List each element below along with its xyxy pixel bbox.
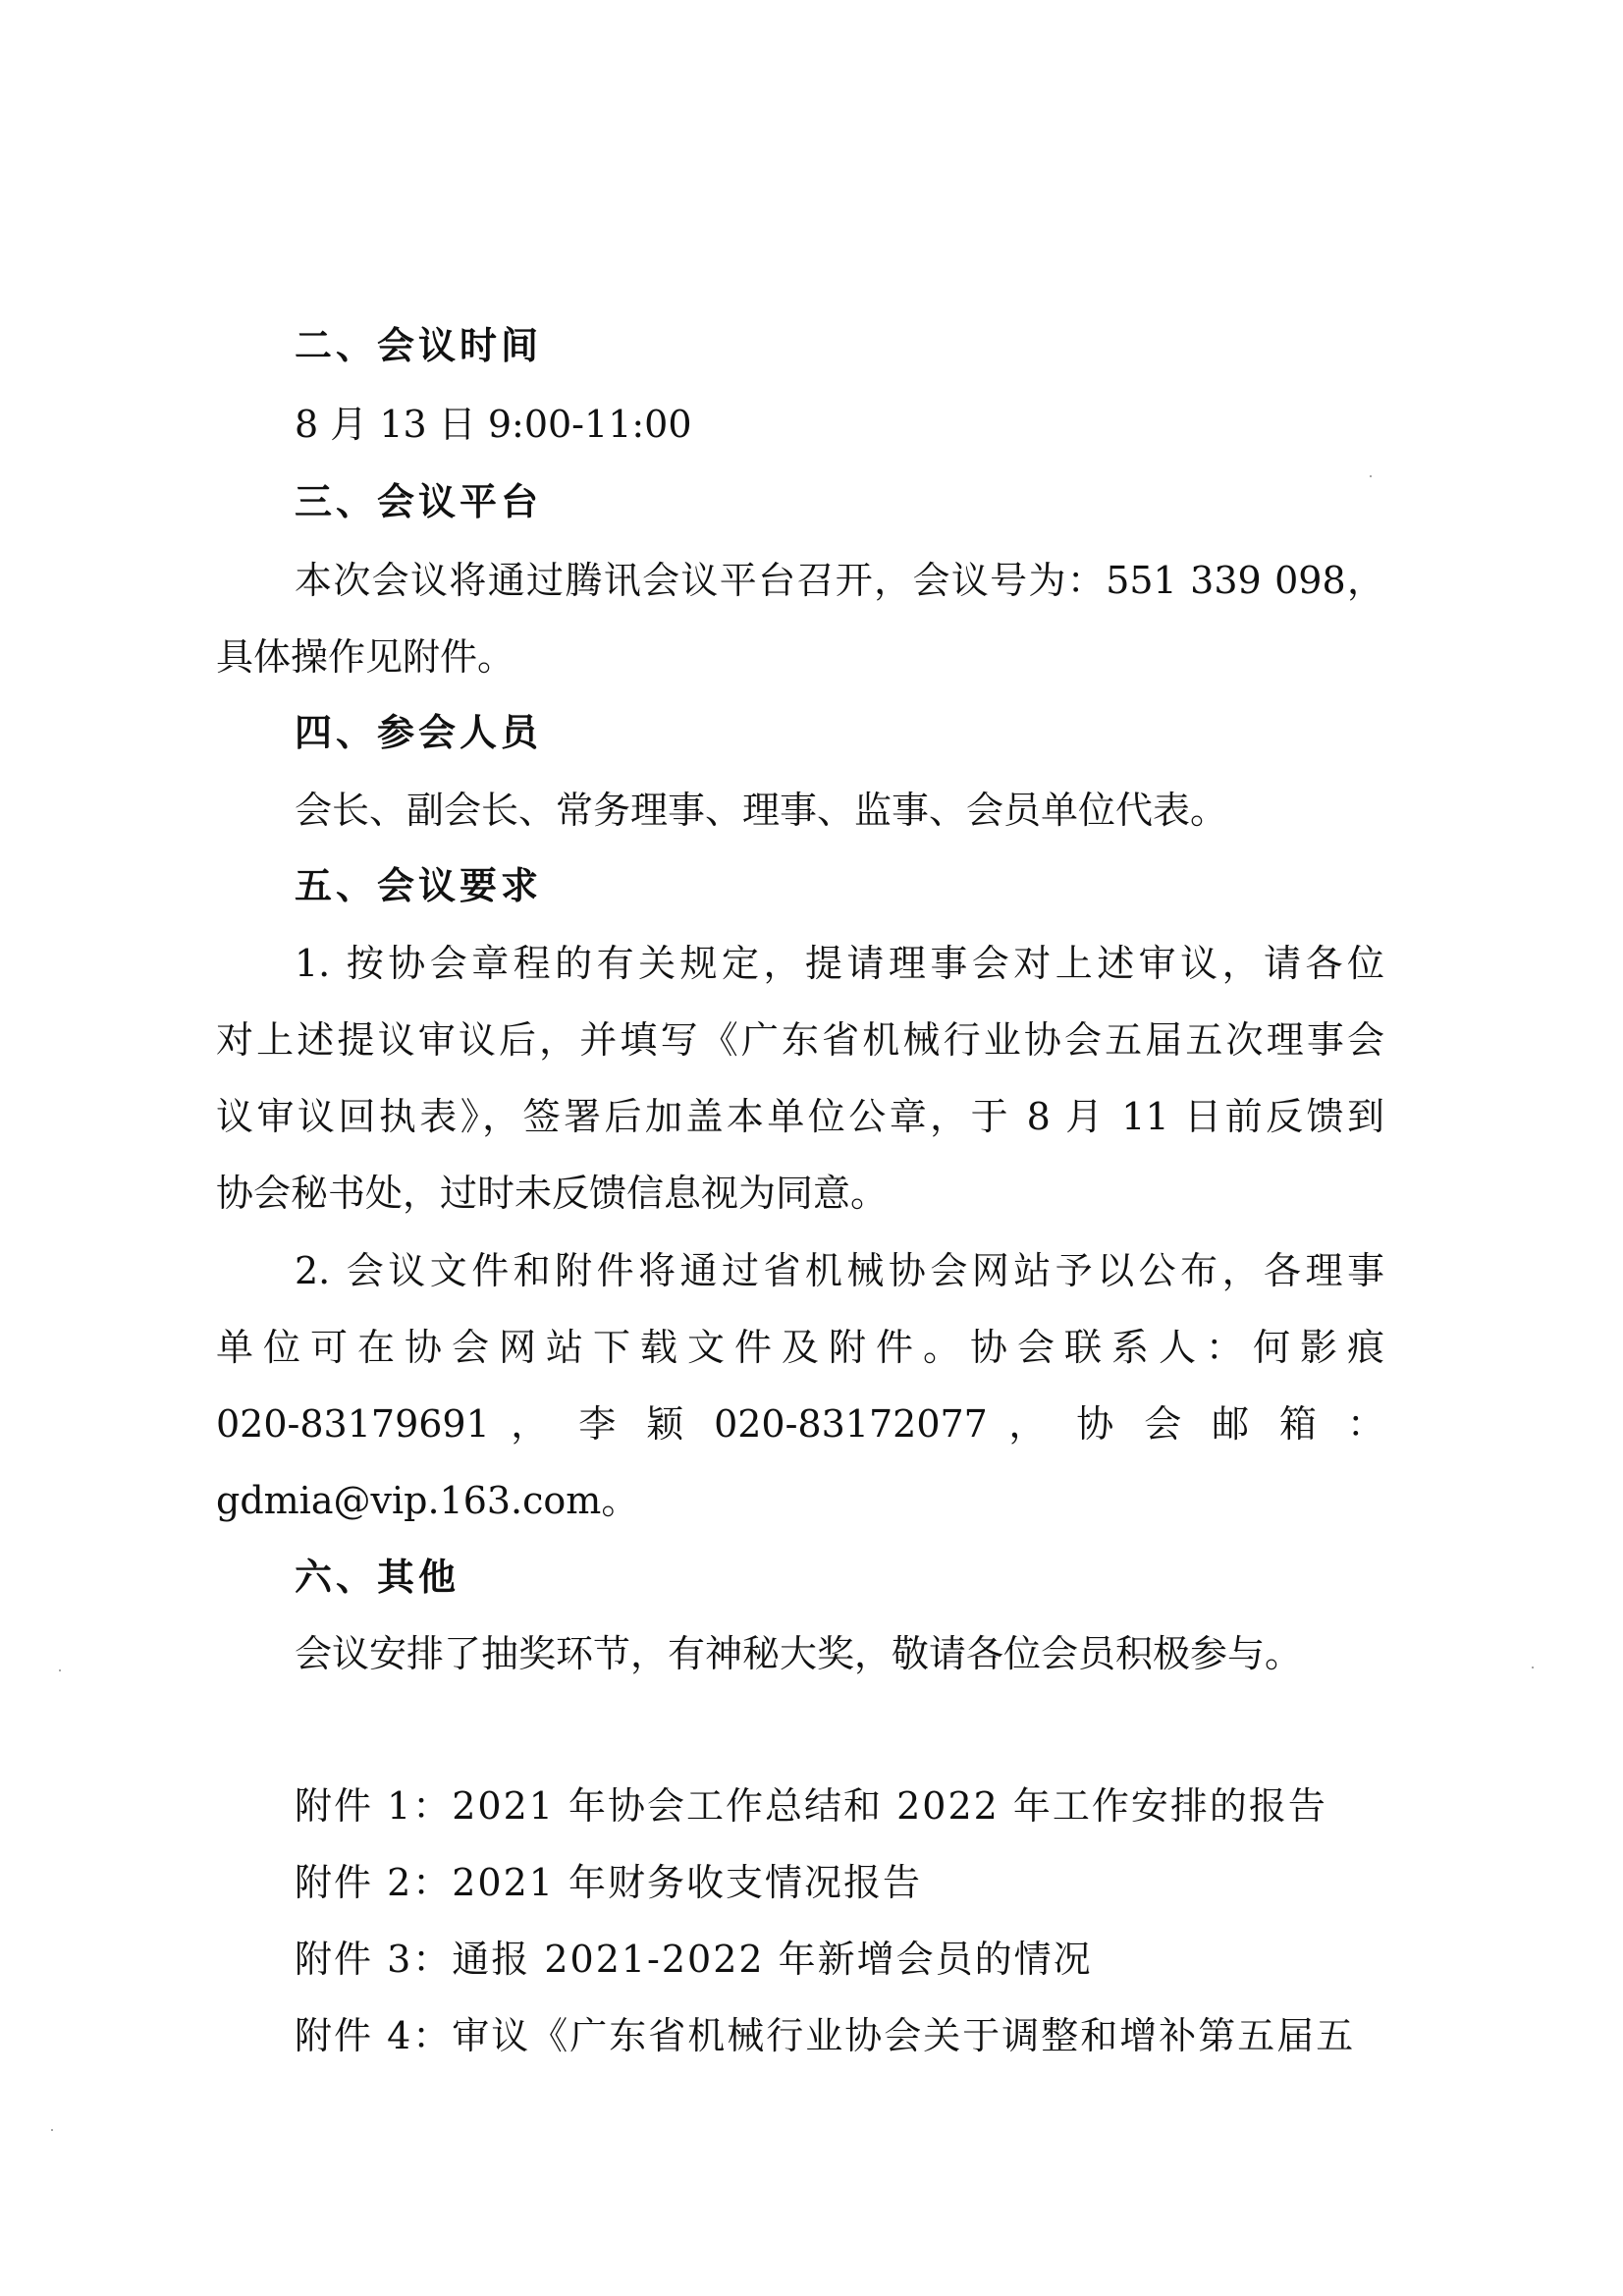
- section-heading-time: 二、会议时间: [295, 323, 543, 367]
- requirement-2-line-1: 2. 会议文件和附件将通过省机械协会网站予以公布，各理事: [295, 1249, 1384, 1292]
- platform-text-line-2: 具体操作见附件。: [216, 635, 515, 679]
- other-text: 会议安排了抽奖环节，有神秘大奖，敬请各位会员积极参与。: [295, 1632, 1303, 1675]
- requirement-1-line-4: 协会秘书处，过时未反馈信息视为同意。: [216, 1172, 889, 1215]
- scan-speck: [59, 1669, 61, 1671]
- scan-speck: [1532, 1667, 1534, 1668]
- section-heading-attendees: 四、参会人员: [295, 710, 543, 754]
- requirement-1-line-2: 对上述提议审议后，并填写《广东省机械行业协会五届五次理事会: [216, 1018, 1384, 1062]
- section-heading-other: 六、其他: [295, 1555, 460, 1599]
- platform-text-line-1: 本次会议将通过腾讯会议平台召开，会议号为：551 339 098，: [295, 559, 1384, 602]
- requirement-2-line-4: gdmia@vip.163.com。: [216, 1479, 639, 1522]
- scan-speck: [1370, 475, 1372, 477]
- attachment-3: 附件 3：通报 2021-2022 年新增会员的情况: [295, 1938, 1093, 1981]
- attachment-4: 附件 4：审议《广东省机械行业协会关于调整和增补第五届五: [295, 2014, 1356, 2057]
- section-heading-platform: 三、会议平台: [295, 479, 543, 523]
- attendees-text: 会长、副会长、常务理事、理事、监事、会员单位代表。: [295, 789, 1228, 832]
- attachment-2: 附件 2：2021 年财务收支情况报告: [295, 1861, 923, 1904]
- requirement-2-line-2: 单位可在协会网站下载文件及附件。协会联系人：何影痕: [216, 1326, 1384, 1369]
- requirement-1-line-3: 议审议回执表》，签署后加盖本单位公章，于 8 月 11 日前反馈到: [216, 1095, 1384, 1138]
- requirement-1-line-1: 1. 按协会章程的有关规定，提请理事会对上述审议，请各位: [295, 942, 1384, 985]
- scan-speck: [51, 2129, 53, 2131]
- meeting-time-text: 8 月 13 日 9:00-11:00: [295, 403, 692, 446]
- requirement-2-line-3: 020-83179691 ， 李 颖 020-83172077 ， 协 会 邮 箱 ：: [216, 1402, 1384, 1446]
- section-heading-requirements: 五、会议要求: [295, 863, 543, 907]
- attachment-1: 附件 1：2021 年协会工作总结和 2022 年工作安排的报告: [295, 1784, 1327, 1828]
